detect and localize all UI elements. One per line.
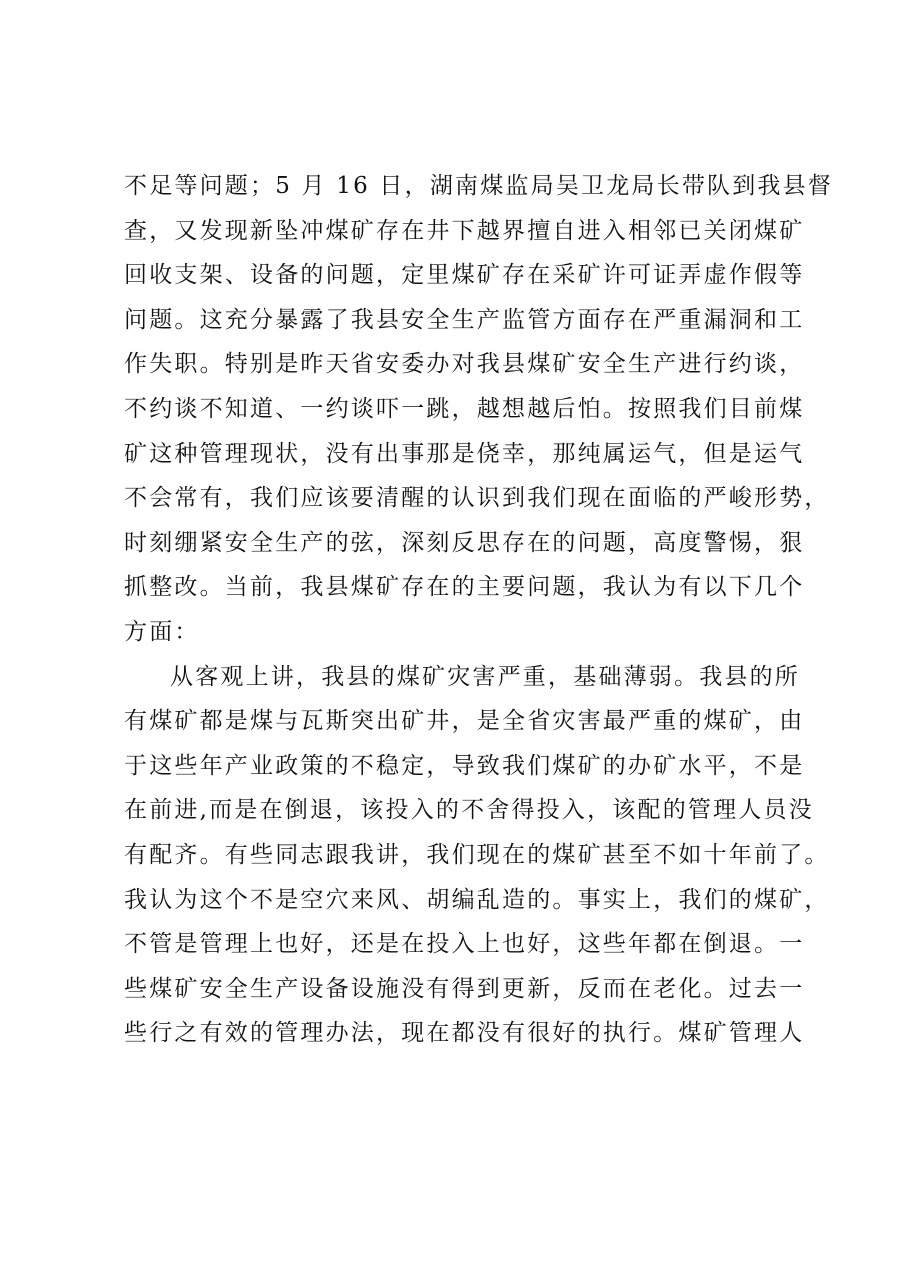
text-line: 不会常有，我们应该要清醒的认识到我们现在面临的严峻形势，	[124, 485, 830, 512]
text-line: 抓整改。当前，我县煤矿存在的主要问题，我认为有以下几个	[124, 574, 805, 601]
text-line: 有煤矿都是煤与瓦斯突出矿井，是全省灾害最严重的煤矿，由	[124, 708, 805, 735]
text-line: 矿这种管理现状，没有出事那是侥幸，那纯属运气，但是运气	[124, 440, 805, 467]
text-line: 问题。这充分暴露了我县安全生产监管方面存在严重漏洞和工	[124, 306, 805, 333]
text-line: 方面：	[124, 618, 200, 645]
text-line: 我认为这个不是空穴来风、胡编乱造的。事实上，我们的煤矿，	[124, 886, 830, 913]
text-line: 不足等问题；5 月 16 日，湖南煤监局吴卫龙局长带队到我县督	[124, 173, 834, 199]
text-line: 些行之有效的管理办法，现在都没有很好的执行。煤矿管理人	[124, 1020, 805, 1047]
text-line: 些煤矿安全生产设备设施没有得到更新，反而在老化。过去一	[124, 975, 805, 1002]
text-line: 不管是管理上也好，还是在投入上也好，这些年都在倒退。一	[124, 931, 805, 958]
text-line: 于这些年产业政策的不稳定，导致我们煤矿的办矿水平，不是	[124, 752, 805, 779]
text-line: 在前进,而是在倒退，该投入的不舍得投入，该配的管理人员没	[124, 797, 814, 824]
text-line: 查，又发现新坠冲煤矿存在井下越界擅自进入相邻已关闭煤矿	[124, 217, 805, 244]
body-text	[124, 164, 834, 1056]
text-line: 不约谈不知道、一约谈吓一跳，越想越后怕。按照我们目前煤	[124, 395, 805, 422]
text-line: 回收支架、设备的问题，定里煤矿存在采矿许可证弄虚作假等	[124, 262, 805, 289]
text-line: 时刻绷紧安全生产的弦，深刻反思存在的问题，高度警惕，狠	[124, 529, 805, 556]
text-line: 作失职。特别是昨天省安委办对我县煤矿安全生产进行约谈，	[124, 351, 805, 378]
text-line: 有配齐。有些同志跟我讲，我们现在的煤矿甚至不如十年前了。	[124, 841, 830, 868]
paragraph-start-line: 从客观上讲，我县的煤矿灾害严重，基础薄弱。我县的所	[170, 663, 800, 690]
